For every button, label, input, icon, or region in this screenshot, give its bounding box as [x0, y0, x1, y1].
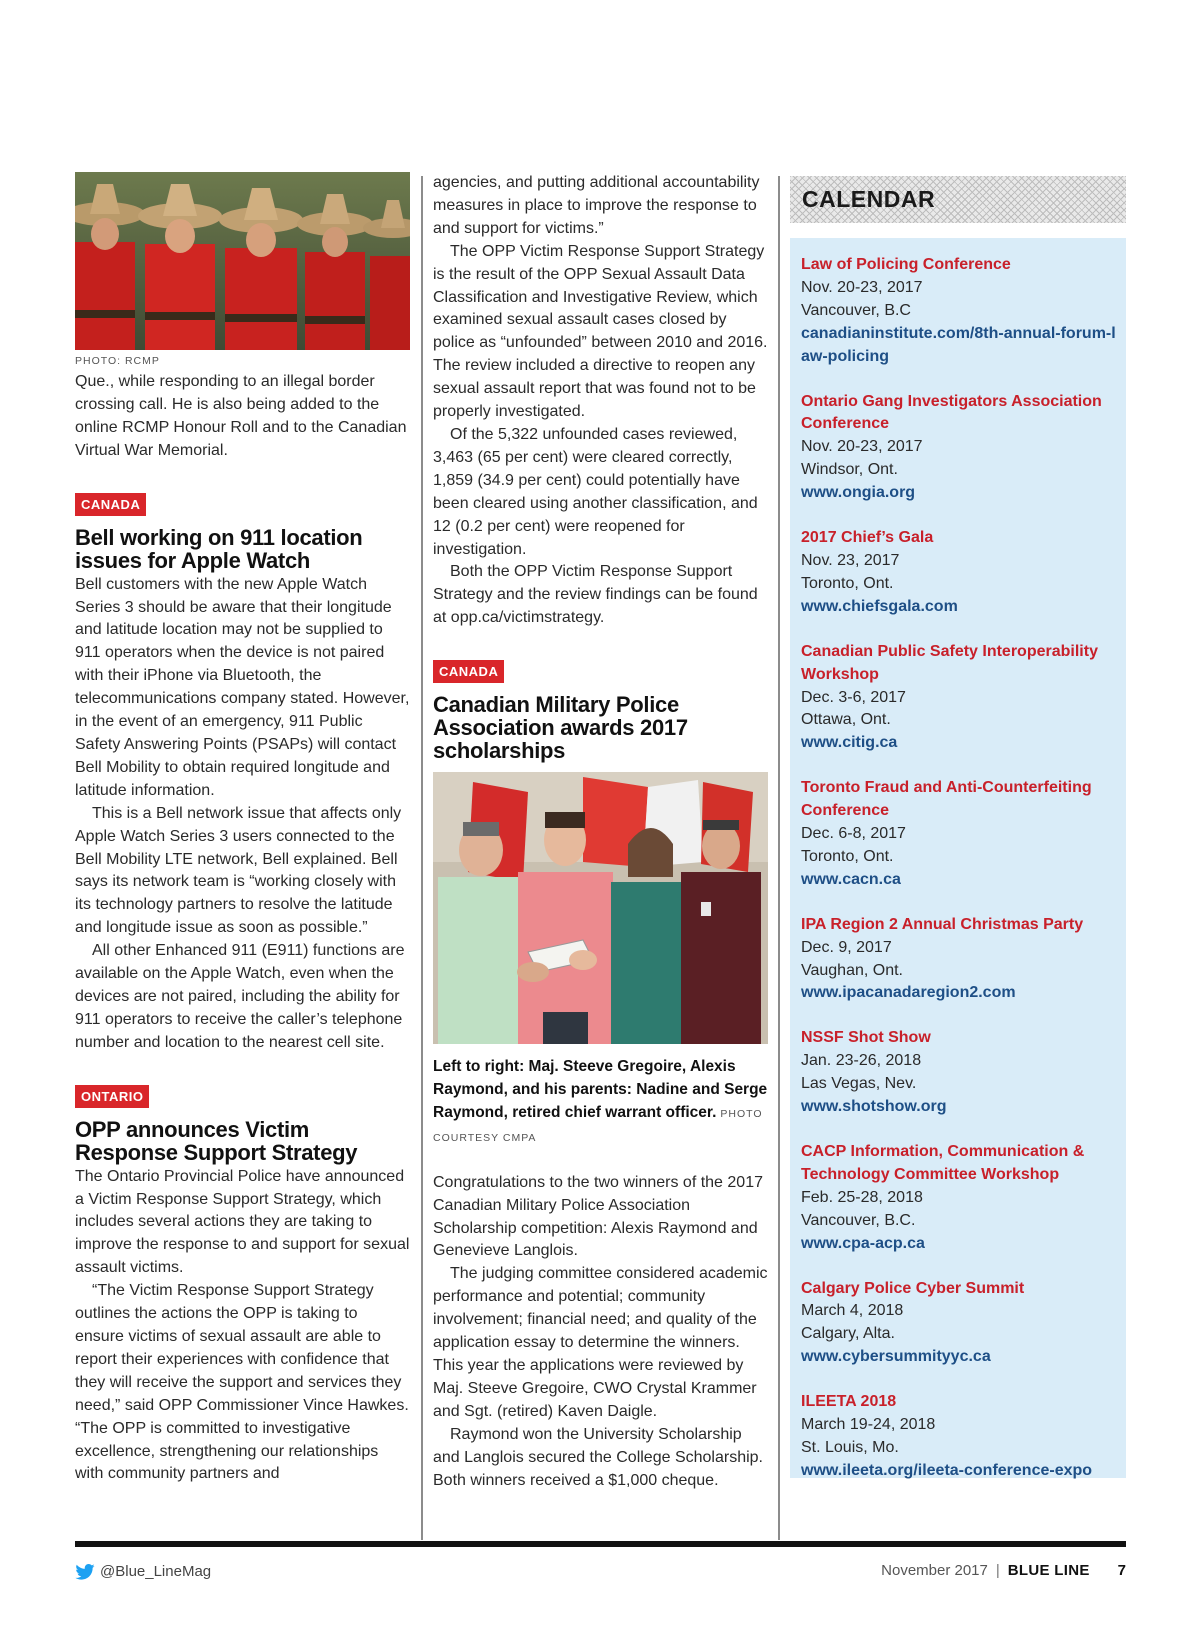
event-url-link[interactable]: www.shotshow.org	[801, 1098, 947, 1116]
event-url-link[interactable]: canadianinstitute.com/8th-annual-forum-law-policing	[801, 324, 1116, 365]
event-name: Canadian Public Safety Interoperability Workshop	[801, 642, 1098, 683]
event-date: Jan. 23-26, 2018	[801, 1052, 922, 1070]
footer-twitter[interactable]	[75, 1563, 211, 1580]
event-name: Law of Policing Conference	[801, 256, 1011, 273]
calendar-event	[801, 641, 1116, 756]
photo-credit: PHOTO: RCMP	[75, 355, 160, 367]
page-number: 7	[1117, 1562, 1126, 1579]
footer-rule	[75, 1541, 1126, 1547]
event-date: Dec. 6-8, 2017	[801, 825, 906, 843]
event-name: NSSF Shot Show	[801, 1029, 931, 1047]
calendar-header	[790, 176, 1126, 223]
story-paragraph: Both the OPP Victim Response Support Strategy and the review findings can be found at opp.ca/victimstrategy.	[433, 563, 758, 627]
event-url-link[interactable]: www.chiefsgala.com	[801, 597, 958, 615]
event-date: Feb. 25-28, 2018	[801, 1188, 923, 1206]
event-name: Ontario Gang Investigators Association Conference	[801, 392, 1102, 433]
story-paragraph: Of the 5,322 unfounded cases reviewed, 3,463 (65 per cent) were cleared correctly, 1,859 (34.9 per cent) could potentially have been cleared using another classification, and 12 (0.2 per cent) were reopened for investigation.	[433, 425, 758, 558]
section-tag: CANADA	[75, 493, 146, 516]
event-url-link[interactable]: www.ongia.org	[801, 484, 916, 502]
story-paragraph: The judging committee considered academic performance and potential; community involvement; financial need; and quality of the application essay to determine the winners. This year the applications were reviewed by Maj. Steeve Gregoire, CWO Crystal Krammer and Sgt. (retired) Kaven Daigle.	[433, 1265, 768, 1420]
event-location: Toronto, Ont.	[801, 847, 894, 865]
caption-text: Left to right: Maj. Steeve Gregoire, Alexis Raymond, and his parents: Nadine and Serge Raymond, retired chief warrant officer.	[433, 1058, 768, 1121]
story-paragraph: The Ontario Provincial Police have announced a Victim Response Support Strategy, which includes several actions they are taking to improve the response to and support for sexual assault victims.	[75, 1167, 410, 1277]
calendar-title: CALENDAR	[802, 186, 936, 212]
story-paragraph: This is a Bell network issue that affects only Apple Watch Series 3 users connected to the Bell Mobility LTE network, Bell explained. Bell says its network team is “working closely with its technology partners to resolve the latitude and longitude issue as soon as possible.”	[75, 804, 402, 937]
event-url-link[interactable]: www.cybersummityyc.ca	[801, 1348, 991, 1366]
story-paragraph: All other Enhanced 911 (E911) functions are available on the Apple Watch, even when the devices are not paired, including the ability for 911 operators to receive the caller’s telephone number and location to the nearest cell site.	[75, 942, 405, 1051]
calendar-event	[801, 914, 1116, 1006]
calendar-event	[801, 254, 1116, 369]
event-date: Nov. 20-23, 2017	[801, 438, 923, 456]
intro-paragraph: Que., while responding to an illegal border crossing call. He is also being added to the online RCMP Honour Roll and to the Canadian Virtual War Memorial.	[75, 373, 407, 459]
event-location: Calgary, Alta.	[801, 1325, 895, 1343]
caption-credit: PHOTO COURTESY CMPA	[433, 1107, 763, 1144]
event-url-link[interactable]: www.cpa-acp.ca	[801, 1234, 925, 1252]
story-paragraph: Congratulations to the two winners of the 2017 Canadian Military Police Association Scholarship competition: Alexis Raymond and Genevieve Langlois.	[433, 1173, 763, 1260]
folio-separator: |	[995, 1562, 1000, 1579]
column-middle	[433, 172, 768, 1492]
column-divider	[778, 176, 780, 1540]
event-url-link[interactable]: www.ileeta.org/ileeta-conference-expo	[801, 1461, 1093, 1479]
event-date: Nov. 23, 2017	[801, 551, 900, 569]
event-name: Toronto Fraud and Anti-Counterfeiting Conference	[801, 779, 1092, 820]
event-location: Ottawa, Ont.	[801, 711, 891, 729]
event-location: Vaughan, Ont.	[801, 961, 903, 979]
event-location: Toronto, Ont.	[801, 574, 894, 592]
calendar-event	[801, 1141, 1116, 1256]
event-url-link[interactable]: www.ipacanadaregion2.com	[801, 984, 1016, 1002]
issue-date: November 2017	[881, 1562, 988, 1579]
rcmp-photo	[75, 172, 410, 350]
story-paragraph: agencies, and putting additional accountability measures in place to improve the response to and support for victims.”	[433, 174, 760, 237]
footer-folio	[881, 1562, 1126, 1579]
event-name: Calgary Police Cyber Summit	[801, 1279, 1025, 1297]
calendar-sidebar	[790, 176, 1126, 1478]
section-tag: ONTARIO	[75, 1085, 149, 1108]
event-location: Las Vegas, Nev.	[801, 1075, 917, 1093]
story-paragraph: Bell customers with the new Apple Watch Series 3 should be aware that their longitude and latitude location may not be supplied to 911 operators when the device is not paired with their iPhone via Bluetooth, the telecommunications company stated. However, in the event of an emergency, 911 Public Safety Answering Points (PSAPs) will contact Bell Mobility to obtain required longitude and latitude information.	[75, 575, 410, 799]
event-name: CACP Information, Communication & Technology Committee Workshop	[801, 1143, 1085, 1183]
event-name: ILEETA 2018	[801, 1393, 897, 1411]
event-location: Vancouver, B.C.	[801, 1211, 916, 1229]
story-paragraph: “The Victim Response Support Strategy outlines the actions the OPP is taking to ensure victims of sexual assault are able to report their experiences with confidence that they will receive the support and services they need,” said OPP Commissioner Vince Hawkes. “The OPP is committed to investigative excellence, strengthening our relationships with community partners and	[75, 1282, 409, 1483]
event-name: IPA Region 2 Annual Christmas Party	[801, 915, 1084, 933]
event-location: St. Louis, Mo.	[801, 1438, 899, 1456]
event-url-link[interactable]: www.citig.ca	[801, 734, 898, 752]
calendar-event	[801, 1391, 1116, 1483]
rcmp-officers-image	[75, 172, 410, 350]
scholarship-photo	[433, 772, 768, 1044]
headline: OPP announces Victim Response Support Strategy	[75, 1116, 358, 1165]
event-location: Windsor, Ont.	[801, 461, 898, 479]
photo-caption	[433, 1056, 768, 1150]
story-paragraph: Raymond won the University Scholarship and Langlois secured the College Scholarship. Both winners received a $1,000 cheque.	[433, 1425, 763, 1489]
calendar-event	[801, 777, 1116, 892]
calendar-event	[801, 527, 1116, 619]
magazine-name: BLUE LINE	[1007, 1562, 1090, 1579]
section-tag: CANADA	[433, 660, 504, 683]
twitter-bird-icon	[75, 1564, 95, 1580]
story-paragraph: The OPP Victim Response Support Strategy is the result of the OPP Sexual Assault Data Classification and Investigative Review, which examined sexual assault cases closed by police as “unfounded” between 2010 and 2016. The review included a directive to reopen any sexual assault report that was found not to be properly investigated.	[433, 242, 768, 421]
event-name: 2017 Chief’s Gala	[801, 529, 934, 547]
event-date: Nov. 20-23, 2017	[801, 278, 923, 296]
column-divider	[421, 176, 423, 1540]
calendar-event	[801, 1278, 1116, 1370]
calendar-event	[801, 1027, 1116, 1119]
event-date: Dec. 9, 2017	[801, 938, 892, 956]
event-url-link[interactable]: www.cacn.ca	[801, 870, 901, 888]
scholarship-presentation-image	[433, 772, 768, 1044]
event-date: March 4, 2018	[801, 1302, 904, 1320]
event-date: Dec. 3-6, 2017	[801, 688, 906, 706]
calendar-event	[801, 391, 1116, 506]
twitter-handle: @Blue_LineMag	[100, 1563, 212, 1580]
headline: Bell working on 911 location issues for Apple Watch	[75, 524, 363, 573]
event-date: March 19-24, 2018	[801, 1416, 936, 1434]
event-location: Vancouver, B.C	[801, 301, 911, 319]
headline: Canadian Military Police Association awards 2017 scholarships	[433, 692, 688, 764]
column-left	[75, 172, 410, 1486]
calendar-list	[790, 238, 1126, 1478]
